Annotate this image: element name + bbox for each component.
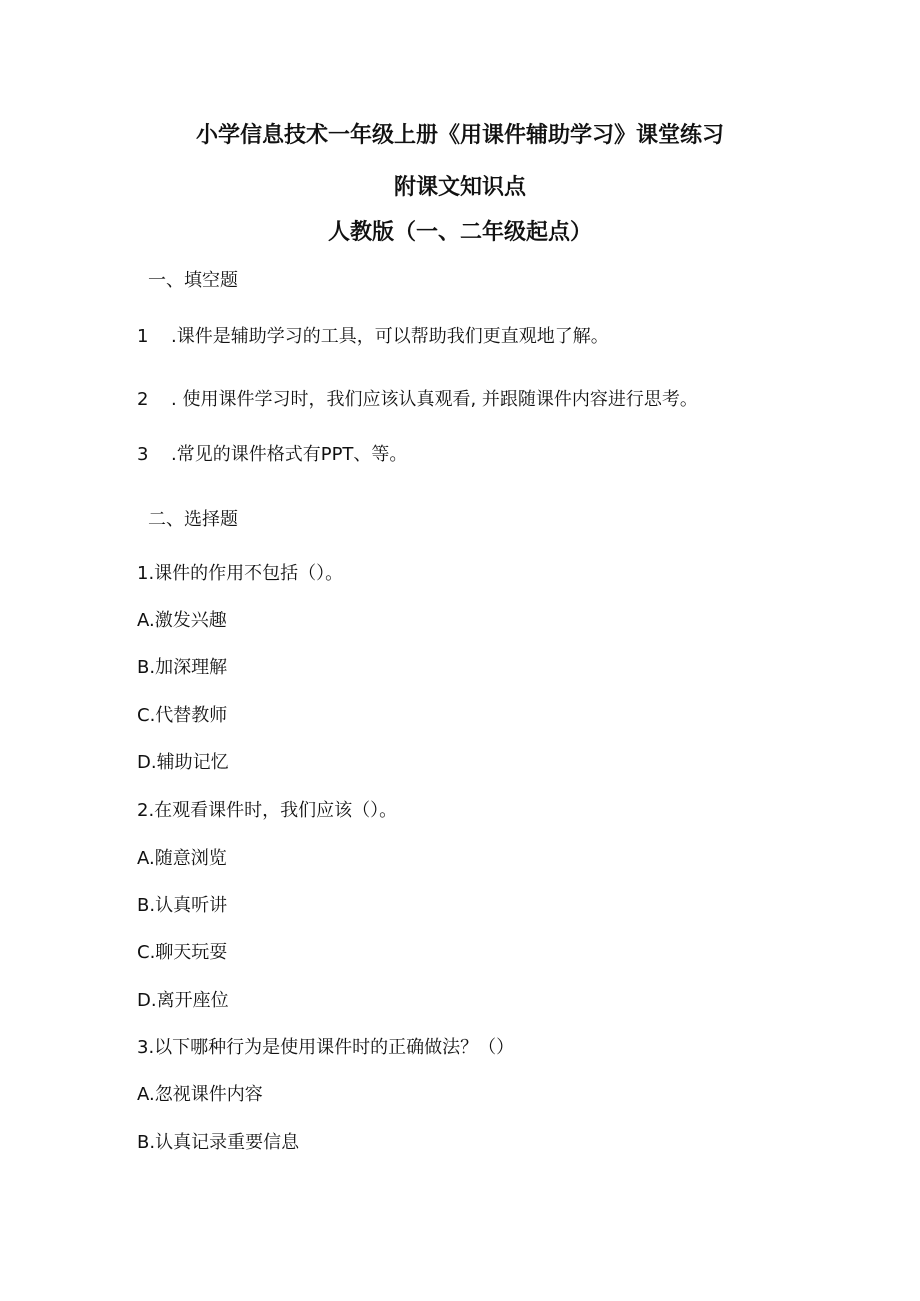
choice-question-3-option-b: B.认真记录重要信息	[137, 1132, 300, 1153]
fill-question-1-text: .课件是辅助学习的工具，可以帮助我们更直观地了解。	[171, 326, 609, 347]
fill-question-2-number: 2	[137, 389, 149, 410]
choice-question-2-option-a: A.随意浏览	[137, 848, 227, 869]
doc-subtitle: 附课文知识点	[393, 175, 526, 200]
doc-edition: 人教版（一、二年级起点）	[327, 220, 592, 245]
choice-question-3: 3.以下哪种行为是使用课件时的正确做法？（）	[137, 1037, 515, 1058]
choice-question-1: 1.课件的作用不包括（）。	[137, 563, 344, 584]
choice-question-1-option-b: B.加深理解	[137, 657, 228, 678]
choice-question-3-option-a: A.忽视课件内容	[137, 1084, 263, 1105]
fill-question-3-number: 3	[137, 444, 149, 465]
choice-question-2: 2.在观看课件时，我们应该（）。	[137, 800, 398, 821]
fill-section-heading: 一、填空题	[148, 270, 238, 291]
fill-question-3-text: .常见的课件格式有PPT、等。	[171, 444, 408, 465]
choice-question-2-option-c: C.聊天玩耍	[137, 942, 228, 963]
doc-title: 小学信息技术一年级上册《用课件辅助学习》课堂练习	[195, 123, 724, 148]
choice-question-2-option-d: D.离开座位	[137, 990, 229, 1011]
fill-question-1-number: 1	[137, 326, 149, 347]
fill-question-1	[137, 322, 609, 348]
choice-question-1-option-d: D.辅助记忆	[137, 752, 229, 773]
choice-question-1-option-c: C.代替教师	[137, 705, 228, 726]
choice-section-heading: 二、选择题	[148, 509, 238, 530]
fill-question-3	[137, 440, 407, 466]
choice-question-1-option-a: A.激发兴趣	[137, 610, 227, 631]
fill-question-2	[137, 385, 698, 411]
fill-question-2-text: . 使用课件学习时，我们应该认真观看, 并跟随课件内容进行思考。	[171, 389, 698, 410]
choice-question-2-option-b: B.认真听讲	[137, 895, 228, 916]
